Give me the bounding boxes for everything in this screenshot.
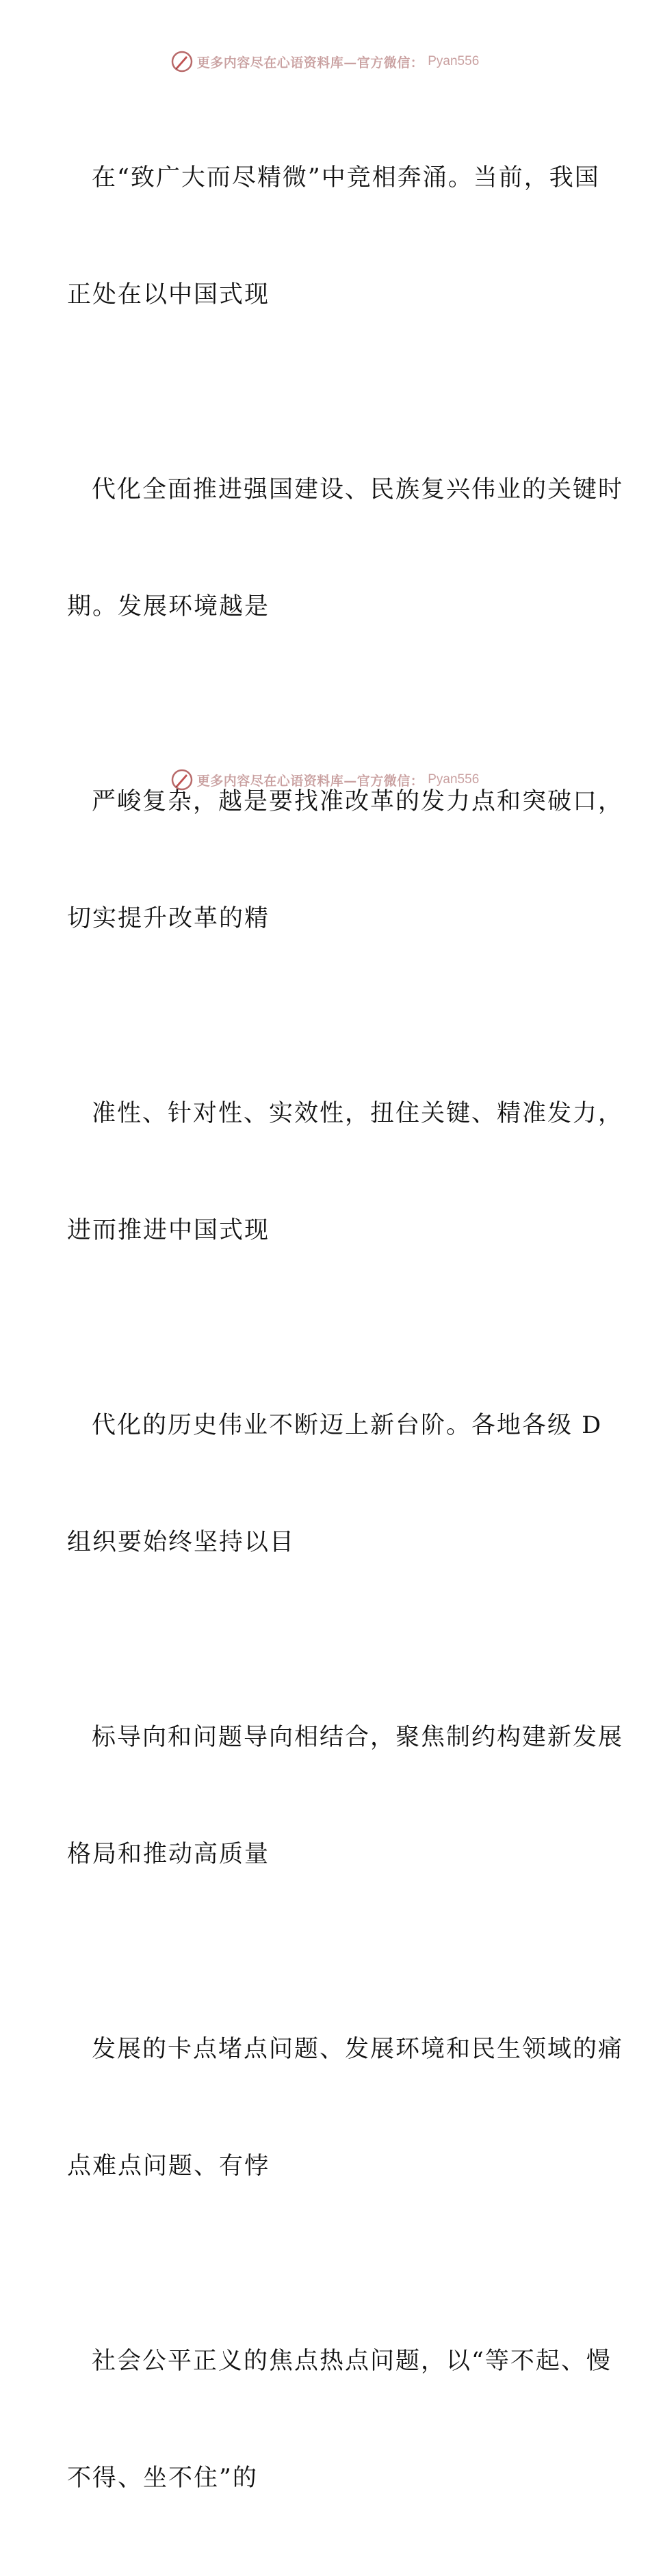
paragraph-line: 切实提升改革的精 bbox=[67, 905, 270, 932]
paragraph-2 bbox=[67, 393, 624, 705]
paragraph-line: 不得、坐不住”的 bbox=[67, 2465, 258, 2492]
paragraph-line: 代化全面推进强国建设、民族复兴伟业的关键时 bbox=[92, 476, 624, 503]
document-body bbox=[67, 81, 624, 2576]
paragraph-line: 期。发展环境越是 bbox=[67, 593, 270, 620]
paragraph-line: 严峻复杂，越是要找准改革的发力点和突破口， bbox=[92, 788, 624, 815]
watermark-wechat-id: Pyan556 bbox=[428, 54, 480, 68]
feather-pen-logo-icon bbox=[171, 769, 193, 791]
watermark-text: 更多内容尽在心语资料库—官方微信： bbox=[196, 773, 424, 789]
paragraph-6 bbox=[67, 1640, 624, 1952]
paragraph-8 bbox=[67, 2264, 612, 2576]
paragraph-1 bbox=[67, 81, 600, 393]
paragraph-4 bbox=[67, 1016, 624, 1328]
paragraph-7 bbox=[67, 1952, 624, 2264]
paragraph-line: 准性、针对性、实效性，扭住关键、精准发力， bbox=[92, 1100, 624, 1127]
paragraph-line: 发展的卡点堵点问题、发展环境和民生领域的痛 bbox=[92, 2036, 624, 2063]
paragraph-line: 进而推进中国式现 bbox=[67, 1217, 270, 1244]
paragraph-line: 在“致广大而尽精微”中竞相奔涌。当前，我国 bbox=[92, 164, 600, 192]
paragraph-line: 组织要始终坚持以目 bbox=[67, 1529, 296, 1556]
paragraph-line: 格局和推动高质量 bbox=[67, 1841, 270, 1868]
feather-pen-logo-icon bbox=[171, 51, 193, 73]
watermark-text: 更多内容尽在心语资料库—官方微信： bbox=[196, 55, 424, 70]
paragraph-line: 社会公平正义的焦点热点问题，以“等不起、慢 bbox=[92, 2348, 612, 2375]
paragraph-line: 点难点问题、有悖 bbox=[67, 2153, 270, 2180]
paragraph-line: 正处在以中国式现 bbox=[67, 281, 270, 308]
paragraph-line: 代化的历史伟业不断迈上新台阶。各地各级 D bbox=[92, 1412, 603, 1439]
paragraph-5 bbox=[67, 1328, 603, 1640]
paragraph-line: 标导向和问题导向相结合，聚焦制约构建新发展 bbox=[92, 1724, 624, 1751]
paragraph-3 bbox=[67, 705, 624, 1016]
footer-watermark bbox=[0, 766, 650, 793]
watermark-wechat-id: Pyan556 bbox=[428, 772, 480, 787]
header-watermark bbox=[0, 48, 650, 75]
